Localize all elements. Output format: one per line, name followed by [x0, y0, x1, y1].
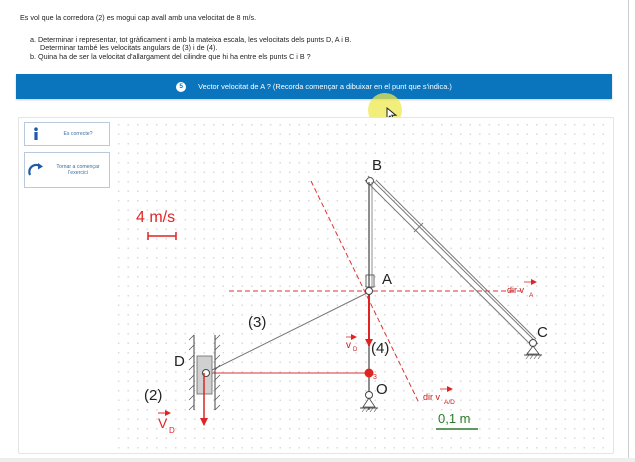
- point-d-label: D: [174, 353, 185, 370]
- statement-item-a: a. Determinar i representar, tot gràficament i amb la mateixa escala, les velocitats dels punts D, A i B.: [30, 34, 352, 44]
- drawing-board[interactable]: [114, 120, 611, 450]
- check-answer-label: Es correcte?: [63, 131, 93, 137]
- link-4-label: (4): [371, 340, 390, 357]
- statement-item-a-cont: Determinar també les velocitats angulars de (3) i de (4).: [40, 43, 218, 52]
- velocity-scale-label: 4 m/s: [136, 209, 176, 226]
- dir-vad-line: [311, 181, 419, 403]
- step-banner: [16, 74, 612, 99]
- restart-icon: [25, 162, 47, 178]
- dir-vad-label: dir v: [423, 392, 441, 402]
- point-b-label: B: [372, 157, 383, 174]
- info-icon: [25, 127, 47, 141]
- start-point-number: 3: [373, 374, 377, 381]
- link-3: [206, 292, 369, 373]
- restart-exercise-label: Tornar a començar l'exercici: [56, 164, 100, 176]
- link-3-label: (3): [248, 314, 267, 331]
- point-c-label: C: [537, 324, 548, 341]
- vd-label-sub: D: [169, 426, 175, 435]
- vd-label: V: [158, 415, 168, 431]
- check-answer-button[interactable]: [24, 122, 110, 146]
- slider-2-label: (2): [144, 387, 163, 404]
- statement-intro: Es vol que la corredora (2) es mogui cap avall amb una velocitat de 8 m/s.: [20, 13, 257, 22]
- mechanism-diagram: [114, 120, 611, 450]
- restart-exercise-button[interactable]: [24, 152, 110, 188]
- step-instruction: Vector velocitat de A ? (Recorda començar a dibuixar en el punt que s'indica.): [198, 82, 452, 91]
- vd-copy-label-sub: D: [353, 347, 358, 353]
- point-a-label: A: [382, 271, 393, 288]
- point-o-label: O: [376, 381, 388, 398]
- dir-va-label: dir v: [507, 285, 525, 295]
- bottom-bar: [0, 458, 635, 462]
- pin-b: [367, 178, 374, 185]
- right-angle-mark: [366, 275, 374, 287]
- ground-support-c: [524, 340, 542, 360]
- dir-va-label-sub: A: [529, 292, 534, 299]
- statement-item-b: b. Quina ha de ser la velocitat d'allargament del cilindre que hi ha entre els punts C i B ?: [30, 51, 311, 61]
- cylinder-bc: [365, 176, 538, 346]
- dir-vad-label-sub: A/D: [444, 399, 455, 406]
- step-number-badge: 5: [176, 82, 186, 92]
- length-scale-label: 0,1 m: [438, 411, 471, 426]
- vd-copy-label: v: [346, 340, 351, 351]
- problem-statement: [20, 14, 610, 61]
- pin-a: [366, 288, 373, 295]
